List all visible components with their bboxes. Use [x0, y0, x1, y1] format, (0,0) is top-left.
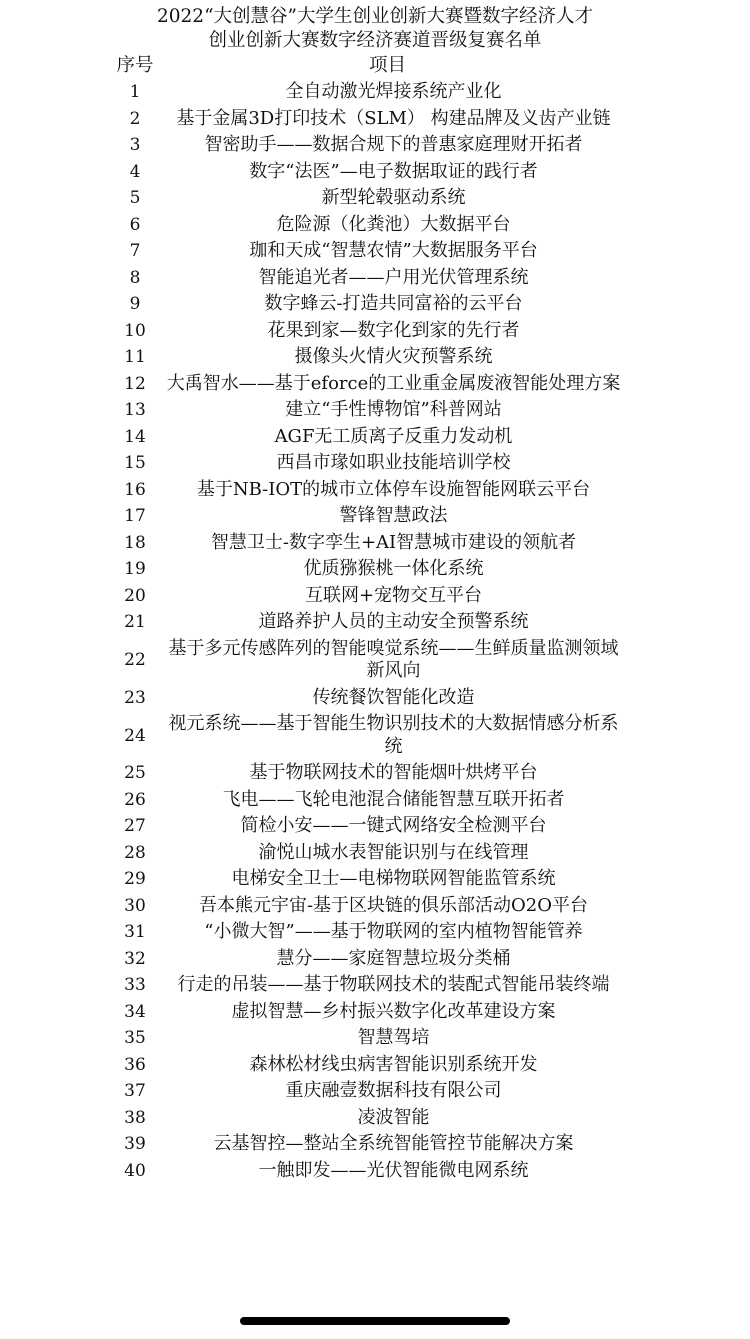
project-name: 基于物联网技术的智能烟叶烘烤平台 [249, 762, 538, 783]
row-number: 20 [124, 585, 146, 606]
project-name: 新型轮毂驱动系统 [321, 187, 466, 208]
home-indicator [240, 1317, 510, 1325]
table-row [0, 291, 750, 318]
row-number: 39 [124, 1134, 146, 1155]
table-row [0, 132, 750, 159]
table-row [0, 609, 750, 636]
row-number: 21 [124, 612, 146, 633]
project-name: 珈和天成“智慧农情”大数据服务平台 [249, 240, 538, 261]
project-name: 智慧卫士-数字孪生+AI智慧城市建设的领航者 [210, 531, 577, 553]
project-name: 基于NB-IOT的城市立体停车设施智能网联云平台 [196, 478, 591, 500]
project-name: 基于多元传感阵列的智能嗅觉系统——生鲜质量监测领域新风向 [168, 637, 619, 681]
row-number: 26 [124, 789, 146, 810]
table-row [0, 866, 750, 893]
table-row [0, 1052, 750, 1079]
table-row [0, 238, 750, 265]
table-row [0, 893, 750, 920]
project-list [0, 79, 750, 1184]
table-row [0, 477, 750, 504]
project-name: 互联网+宠物交互平台 [304, 584, 483, 606]
table-row [0, 1131, 750, 1158]
project-name: 一触即发——光伏智能微电网系统 [258, 1159, 529, 1181]
project-name: 摄像头火情火灾预警系统 [294, 346, 493, 367]
project-name: 重庆融壹数据科技有限公司 [285, 1080, 502, 1101]
project-name: 凌波智能 [357, 1106, 430, 1128]
table-row [0, 185, 750, 212]
row-number: 32 [124, 948, 146, 969]
table-row [0, 265, 750, 292]
table-row [0, 1158, 750, 1185]
project-name: 智密助手——数据合规下的普惠家庭理财开拓者 [204, 134, 583, 155]
row-number: 40 [124, 1160, 146, 1181]
row-number: 6 [129, 214, 141, 235]
row-number: 9 [129, 294, 141, 315]
row-number: 19 [124, 559, 146, 580]
project-name: 视元系统——基于智能生物识别技术的大数据情感分析系统 [168, 713, 619, 757]
project-name: 优质猕猴桃一体化系统 [303, 558, 484, 579]
row-number: 31 [124, 922, 146, 943]
table-row [0, 424, 750, 451]
row-number: 17 [124, 506, 146, 527]
project-name: 简检小安——一键式网络安全检测平台 [240, 815, 547, 836]
table-row [0, 556, 750, 583]
row-number: 36 [124, 1054, 146, 1075]
table-row [0, 397, 750, 424]
project-name: 森林松材线虫病害智能识别系统开发 [249, 1053, 538, 1075]
row-number: 2 [129, 108, 141, 129]
row-number: 35 [124, 1028, 146, 1049]
row-number: 1 [129, 82, 141, 103]
table-row [0, 999, 750, 1026]
project-name: 西昌市瑑如职业技能培训学校 [276, 452, 511, 473]
table-row [0, 711, 750, 760]
table-row [0, 1025, 750, 1052]
document-title-line2: 创业创新大赛数字经济赛道晋级复赛名单 [208, 30, 542, 51]
row-number: 14 [124, 426, 146, 447]
table-row [0, 106, 750, 133]
table-row [0, 636, 750, 685]
row-number: 27 [124, 816, 146, 837]
table-row [0, 503, 750, 530]
project-name: 电梯安全卫士—电梯物联网智能监管系统 [231, 868, 556, 889]
project-name: 警锋智慧政法 [339, 505, 448, 526]
project-name: 建立“手性博物馆”科普网站 [285, 399, 502, 420]
project-name: 云基智控—整站全系统智能管控节能解决方案 [213, 1133, 574, 1154]
table-row [0, 212, 750, 239]
row-number: 34 [124, 1001, 146, 1022]
column-header-number: 序号 [116, 55, 154, 76]
project-name: 慧分——家庭智慧垃圾分类桶 [276, 947, 511, 969]
row-number: 12 [124, 373, 146, 394]
row-number: 33 [124, 975, 146, 996]
table-row [0, 1078, 750, 1105]
table-row [0, 371, 750, 398]
row-number: 24 [124, 725, 146, 746]
project-name: AGF无工质离子反重力发动机 [274, 425, 513, 447]
project-name: 全自动激光焊接系统产业化 [285, 81, 502, 102]
row-number: 22 [124, 650, 146, 670]
project-name: 飞电——飞轮电池混合储能智慧互联开拓者 [222, 788, 565, 810]
project-name: 虚拟智慧—乡村振兴数字化改革建设方案 [231, 1000, 556, 1022]
table-row [0, 946, 750, 973]
row-number: 11 [124, 347, 146, 368]
row-number: 13 [124, 400, 146, 421]
project-name: 数字蜂云-打造共同富裕的云平台 [264, 293, 523, 314]
project-name: 道路养护人员的主动安全预警系统 [258, 611, 529, 632]
table-row [0, 159, 750, 186]
document-title-line1: 2022“大创慧谷”大学生创业创新大赛暨数字经济人才 [157, 6, 593, 27]
project-name: 基于金属3D打印技术（SLM） 构建品牌及义齿产业链 [176, 107, 611, 129]
row-number: 16 [124, 479, 146, 500]
row-number: 37 [124, 1081, 146, 1102]
project-name: 渝悦山城水表智能识别与在线管理 [258, 841, 529, 863]
project-name: 数字“法医”—电子数据取证的践行者 [249, 160, 538, 182]
row-number: 4 [129, 161, 141, 182]
row-number: 29 [124, 869, 146, 890]
project-name: 行走的吊装——基于物联网技术的装配式智能吊装终端 [177, 974, 610, 995]
table-row [0, 1105, 750, 1132]
project-name: 智慧驾培 [357, 1027, 430, 1048]
table-row [0, 972, 750, 999]
table-row [0, 685, 750, 712]
table-row [0, 760, 750, 787]
row-number: 25 [124, 763, 146, 784]
project-name: 传统餐饮智能化改造 [312, 686, 475, 708]
table-row [0, 583, 750, 610]
project-name: 花果到家—数字化到家的先行者 [267, 319, 520, 341]
table-row [0, 840, 750, 867]
row-number: 5 [129, 188, 141, 209]
table-row [0, 813, 750, 840]
project-name: 大禹智水——基于eforce的工业重金属废液智能处理方案 [166, 372, 621, 394]
row-number: 7 [129, 241, 141, 262]
project-name: “小微大智”——基于物联网的室内植物智能管养 [204, 921, 583, 942]
project-name: 智能追光者——户用光伏管理系统 [258, 266, 529, 288]
row-number: 30 [124, 895, 146, 916]
row-number: 10 [124, 320, 146, 341]
table-row [0, 344, 750, 371]
table-row [0, 919, 750, 946]
table-row [0, 318, 750, 345]
row-number: 23 [124, 687, 146, 708]
project-name: 吾本熊元宇宙-基于区块链的俱乐部活动O2O平台 [198, 894, 589, 916]
row-number: 28 [124, 842, 146, 863]
column-header-project: 项目 [368, 55, 406, 76]
row-number: 15 [124, 453, 146, 474]
row-number: 8 [129, 267, 141, 288]
table-row [0, 530, 750, 557]
project-name: 危险源（化粪池）大数据平台 [276, 213, 511, 235]
table-row [0, 450, 750, 477]
row-number: 18 [124, 532, 146, 553]
table-row [0, 787, 750, 814]
row-number: 3 [129, 135, 141, 156]
table-row [0, 79, 750, 106]
row-number: 38 [124, 1107, 146, 1128]
